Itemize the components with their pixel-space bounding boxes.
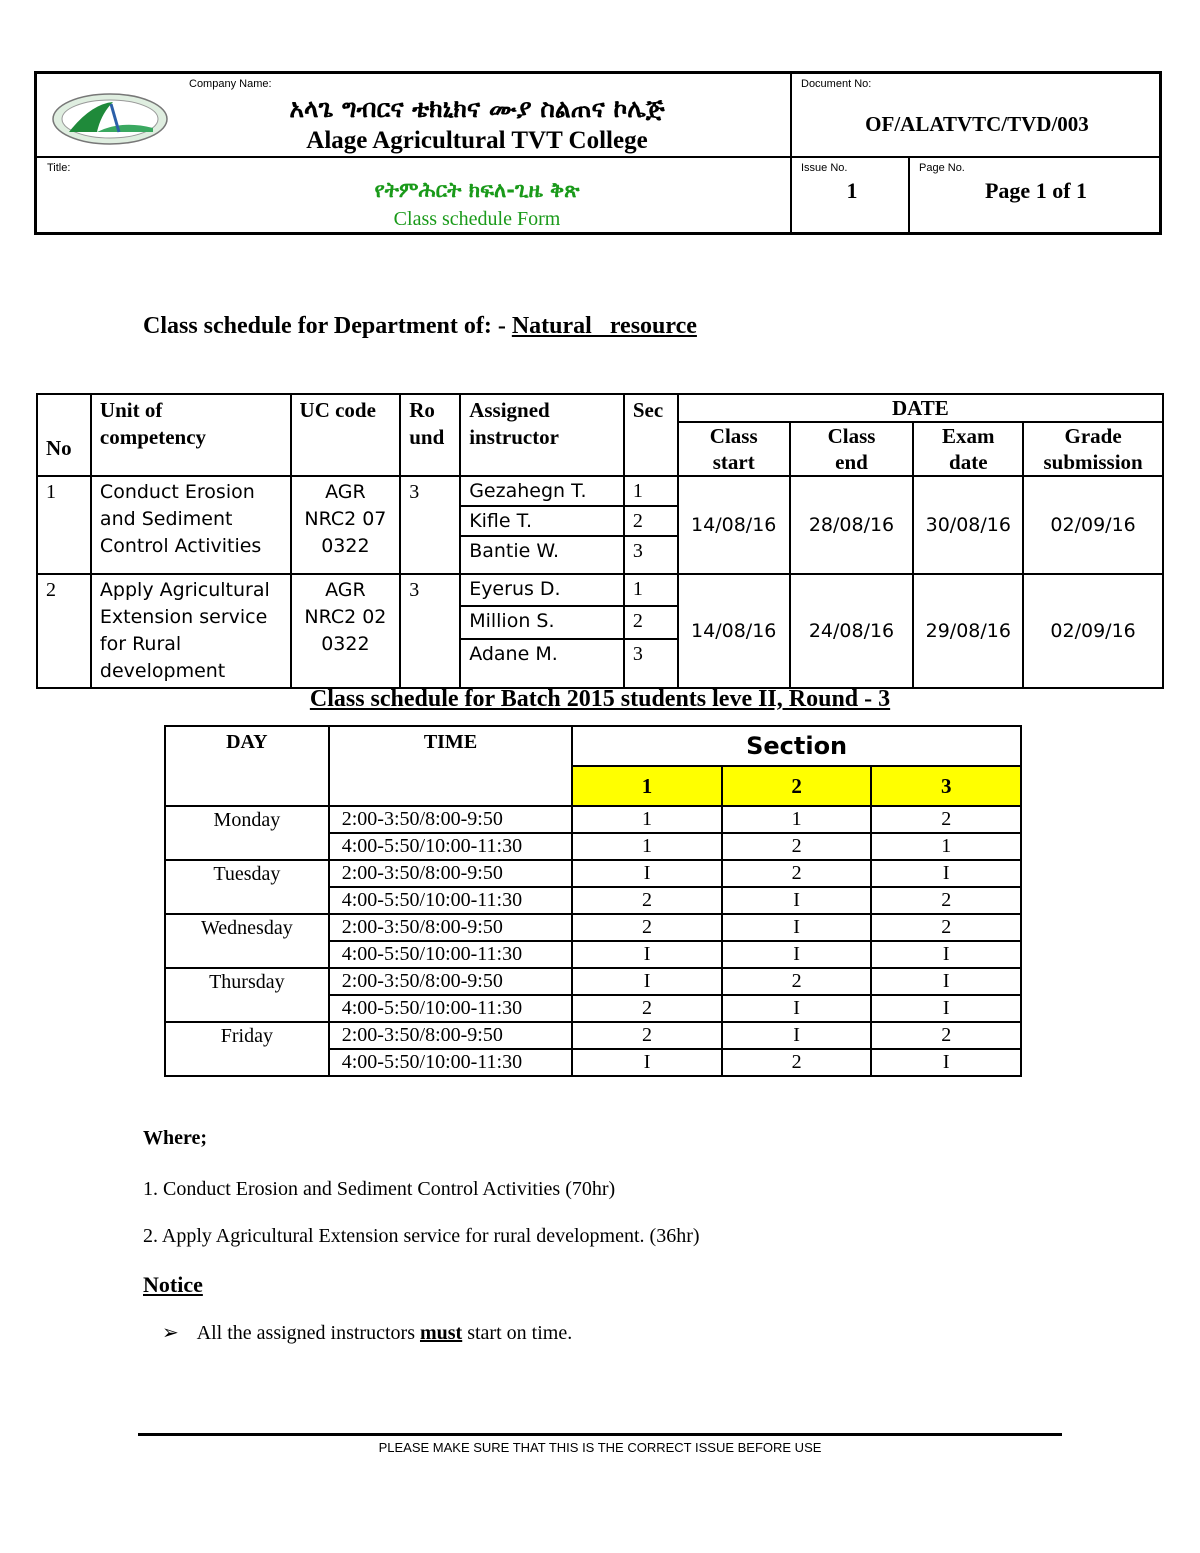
competency-table [36, 393, 1164, 689]
emphasis-must: must [419, 1322, 463, 1344]
row-no: 2 [37, 574, 91, 688]
row-exam-date: 29/08/16 [913, 574, 1023, 688]
row-class-start: 14/08/16 [678, 574, 790, 688]
table-row [165, 1022, 1021, 1049]
department-prefix: Class schedule for Department of: - [143, 313, 506, 339]
header-no: No [37, 394, 91, 476]
where-label: Where; [143, 1127, 208, 1149]
department-heading [143, 313, 697, 340]
notice-title: Notice [143, 1272, 203, 1297]
header-section: Section [572, 726, 1021, 766]
time-cell: 4:00-5:50/10:00-11:30 [329, 941, 573, 968]
header-uc-code: UC code [291, 394, 401, 476]
row-section: 1 [624, 476, 678, 506]
company-name-english: Alage Agricultural TVT College [306, 127, 648, 154]
header-time: TIME [329, 726, 573, 806]
header-date: DATE [678, 394, 1163, 422]
weekly-schedule-table [164, 725, 1022, 1077]
section-2-cell: 2 [722, 860, 872, 887]
section-3-header: 3 [871, 766, 1021, 806]
section-1-cell: I [572, 968, 722, 995]
note-item-2: 2. Apply Agricultural Extension service for rural development. (36hr) [143, 1225, 700, 1247]
header-day: DAY [165, 726, 329, 806]
batch-schedule-title: Class schedule for Batch 2015 students leve II, Round - 3 [309, 686, 891, 712]
row-grade-submission: 02/09/16 [1023, 574, 1163, 688]
header-class-end: Class end [790, 422, 914, 476]
section-1-cell: 1 [572, 806, 722, 833]
row-instructor: Eyerus D. [460, 574, 624, 606]
time-cell: 4:00-5:50/10:00-11:30 [329, 995, 573, 1022]
header-instructor: Assigned instructor [460, 394, 624, 476]
row-class-end: 24/08/16 [790, 574, 914, 688]
header-grade-submission: Grade submission [1023, 422, 1163, 476]
row-instructor: Million S. [460, 606, 624, 638]
page-number: Page 1 of 1 [984, 178, 1088, 203]
section-1-cell: 2 [572, 1022, 722, 1049]
section-1-cell: 2 [572, 914, 722, 941]
row-section: 3 [624, 536, 678, 574]
row-uc-code: AGR NRC2 07 0322 [291, 476, 401, 574]
day-cell: Monday [165, 806, 329, 860]
header-exam-date: Exam date [913, 422, 1023, 476]
row-instructor: Bantie W. [460, 536, 624, 574]
time-cell: 4:00-5:50/10:00-11:30 [329, 1049, 573, 1076]
page-label: Page No. [919, 162, 965, 174]
table-row [165, 806, 1021, 833]
section-2-cell: I [722, 887, 872, 914]
section-1-cell: 1 [572, 833, 722, 860]
header-sec: Sec [624, 394, 678, 476]
section-1-cell: I [572, 860, 722, 887]
table-row [37, 574, 1163, 606]
header-class-start: Class start [678, 422, 790, 476]
section-1-header: 1 [572, 766, 722, 806]
section-2-cell: I [722, 941, 872, 968]
section-2-cell: 2 [722, 1049, 872, 1076]
table-row [165, 914, 1021, 941]
section-2-cell: 2 [722, 968, 872, 995]
form-title-amharic: የትምሕርት ክፍለ-ጊዜ ቅጽ [374, 178, 580, 202]
row-class-end: 28/08/16 [790, 476, 914, 574]
section-1-cell: I [572, 941, 722, 968]
section-3-cell: 2 [871, 887, 1021, 914]
row-instructor: Gezahegn T. [460, 476, 624, 506]
row-section: 3 [624, 639, 678, 689]
section-1-cell: 2 [572, 887, 722, 914]
company-label: Company Name: [189, 78, 272, 90]
document-header [34, 71, 1162, 235]
notice-bullet: ➢ All the assigned instructors must start on time. [162, 1320, 573, 1344]
section-3-cell: I [871, 968, 1021, 995]
footer-divider [138, 1433, 1062, 1436]
day-cell: Wednesday [165, 914, 329, 968]
section-3-cell: I [871, 941, 1021, 968]
row-section: 2 [624, 606, 678, 638]
time-cell: 2:00-3:50/8:00-9:50 [329, 968, 573, 995]
table-row [165, 968, 1021, 995]
section-1-cell: I [572, 1049, 722, 1076]
section-3-cell: 2 [871, 806, 1021, 833]
section-2-cell: 1 [722, 806, 872, 833]
row-section: 2 [624, 506, 678, 536]
document-number: OF/ALATVTC/TVD/003 [865, 112, 1089, 136]
day-cell: Friday [165, 1022, 329, 1076]
row-class-start: 14/08/16 [678, 476, 790, 574]
row-no: 1 [37, 476, 91, 574]
section-3-cell: 2 [871, 1022, 1021, 1049]
college-logo [51, 92, 169, 146]
section-3-cell: 1 [871, 833, 1021, 860]
row-unit: Conduct Erosion and Sediment Control Activities [91, 476, 291, 574]
arrow-bullet-icon: ➢ [162, 1320, 179, 1344]
document-label: Document No: [801, 78, 872, 90]
note-item-1: 1. Conduct Erosion and Sediment Control Activities (70hr) [143, 1178, 616, 1200]
form-title-english: Class schedule Form [393, 208, 561, 230]
table-row [37, 476, 1163, 506]
department-name: Natural resource [511, 313, 697, 339]
time-cell: 4:00-5:50/10:00-11:30 [329, 833, 573, 860]
title-label: Title: [47, 162, 71, 174]
row-instructor: Kifle T. [460, 506, 624, 536]
row-section: 1 [624, 574, 678, 606]
row-grade-submission: 02/09/16 [1023, 476, 1163, 574]
row-round: 3 [400, 476, 460, 574]
section-1-cell: 2 [572, 995, 722, 1022]
section-2-cell: I [722, 1022, 872, 1049]
row-round: 3 [400, 574, 460, 688]
time-cell: 2:00-3:50/8:00-9:50 [329, 806, 573, 833]
time-cell: 4:00-5:50/10:00-11:30 [329, 887, 573, 914]
table-row [165, 860, 1021, 887]
footer-notice: PLEASE MAKE SURE THAT THIS IS THE CORRECT ISSUE BEFORE USE [378, 1440, 822, 1455]
time-cell: 2:00-3:50/8:00-9:50 [329, 914, 573, 941]
section-3-cell: I [871, 1049, 1021, 1076]
company-name-amharic: አላጌ ግብርና ቴክኒክና ሙያ ስልጠና ኮሌጅ [289, 94, 665, 123]
section-2-header: 2 [722, 766, 872, 806]
section-3-cell: 2 [871, 914, 1021, 941]
section-2-cell: I [722, 995, 872, 1022]
day-cell: Tuesday [165, 860, 329, 914]
day-cell: Thursday [165, 968, 329, 1022]
section-3-cell: I [871, 995, 1021, 1022]
issue-label: Issue No. [801, 162, 848, 174]
row-instructor: Adane M. [460, 639, 624, 689]
header-round: Ro und [400, 394, 460, 476]
section-3-cell: I [871, 860, 1021, 887]
issue-number: 1 [846, 178, 858, 203]
row-unit: Apply Agricultural Extension service for Rural development [91, 574, 291, 688]
header-unit: Unit of competency [91, 394, 291, 476]
time-cell: 2:00-3:50/8:00-9:50 [329, 1022, 573, 1049]
section-2-cell: I [722, 914, 872, 941]
row-exam-date: 30/08/16 [913, 476, 1023, 574]
row-uc-code: AGR NRC2 02 0322 [291, 574, 401, 688]
time-cell: 2:00-3:50/8:00-9:50 [329, 860, 573, 887]
section-2-cell: 2 [722, 833, 872, 860]
